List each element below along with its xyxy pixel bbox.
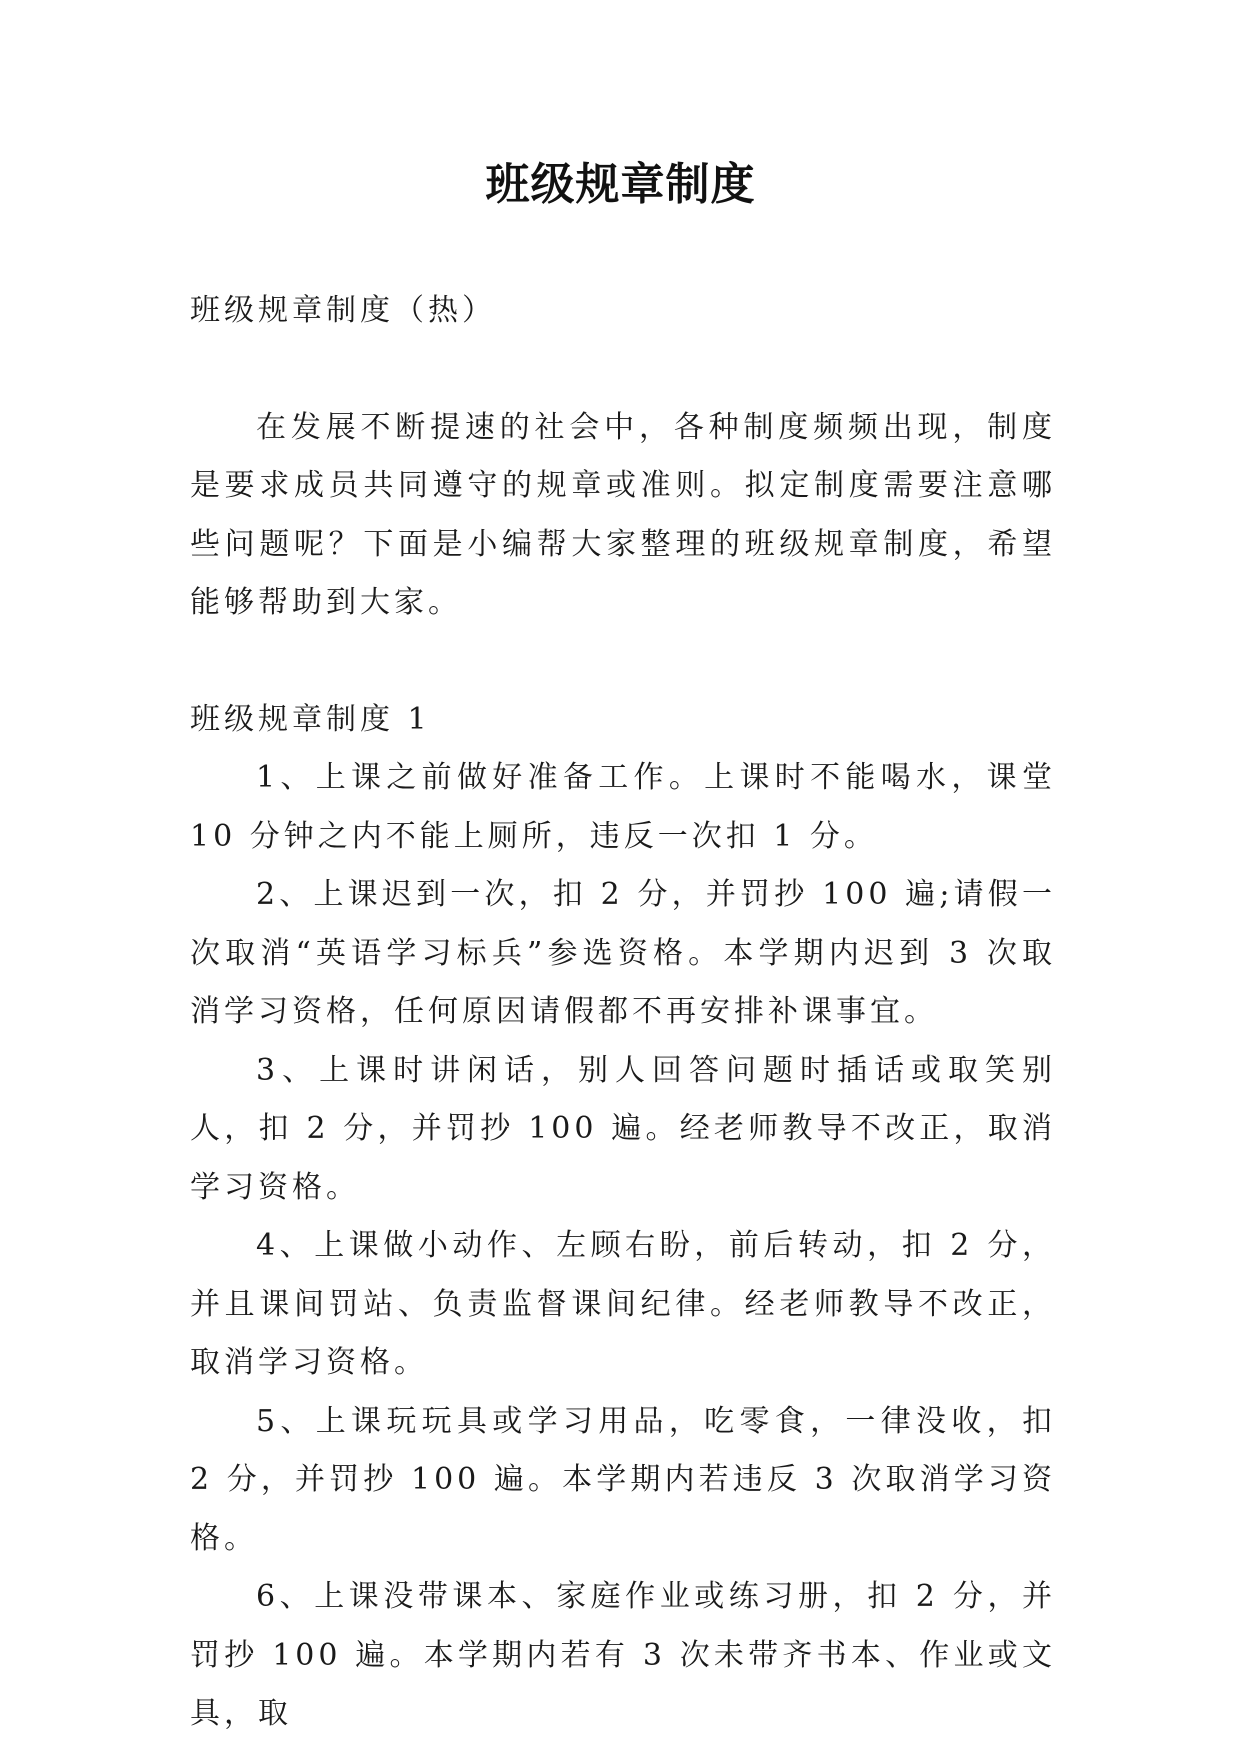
intro-paragraph: 在发展不断提速的社会中，各种制度频频出现，制度是要求成员共同遵守的规章或准则。拟定制度需要注意哪些问题呢？下面是小编帮大家整理的班级规章制度，希望能够帮助到大家。 bbox=[190, 409, 1056, 620]
rule-item: 1、上课之前做好准备工作。上课时不能喝水，课堂 10 分钟之内不能上厕所，违反一次扣 1 分。 bbox=[190, 760, 1056, 854]
rule-item: 4、上课做小动作、左顾右盼，前后转动，扣 2 分，并且课间罚站、负责监督课间纪律。经老师教导不改正，取消学习资格。 bbox=[190, 1228, 1056, 1380]
rule-item: 3、上课时讲闲话，别人回答问题时插话或取笑别人，扣 2 分，并罚抄 100 遍。经老师教导不改正，取消学习资格。 bbox=[190, 1052, 1056, 1205]
rule-item: 2、上课迟到一次，扣 2 分，并罚抄 100 遍;请假一次取消“英语学习标兵”参选资格。本学期内迟到 3 次取消学习资格，任何原因请假都不再安排补课事宜。 bbox=[190, 877, 1056, 1029]
document-subtitle: 班级规章制度（热） bbox=[190, 293, 496, 328]
rule-item: 6、上课没带课本、家庭作业或练习册，扣 2 分，并罚抄 100 遍。本学期内若有 3 次未带齐书本、作业或文具，取 bbox=[190, 1579, 1056, 1731]
document-body bbox=[190, 282, 1056, 1744]
document-title: 班级规章制度 bbox=[485, 159, 756, 210]
rule-item: 5、上课玩玩具或学习用品，吃零食，一律没收，扣 2 分，并罚抄 100 遍。本学期内若违反 3 次取消学习资格。 bbox=[190, 1403, 1056, 1556]
section-heading: 班级规章制度 1 bbox=[190, 701, 431, 737]
